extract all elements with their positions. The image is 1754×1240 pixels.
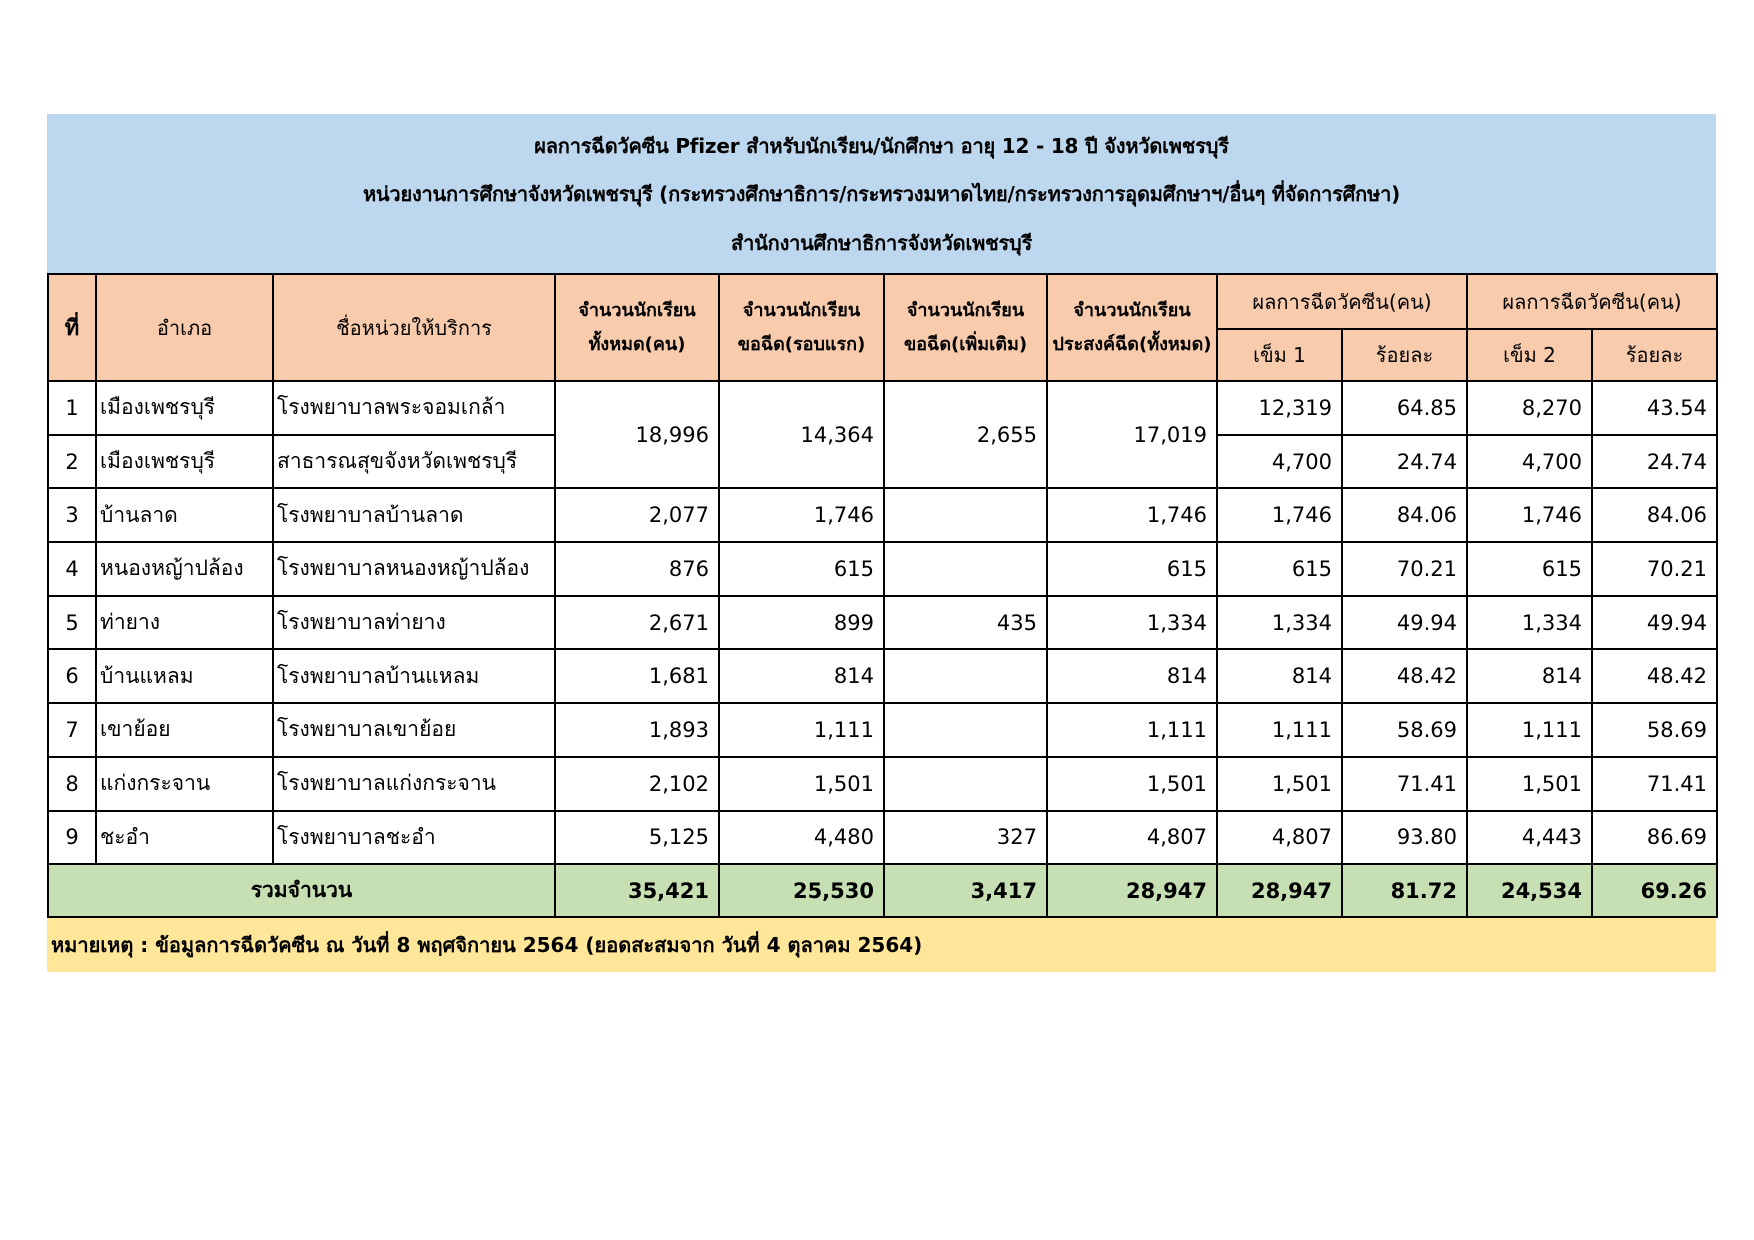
cell-no: 2 [48,435,96,489]
vaccination-table [47,273,1718,918]
col-header-wish-total [1047,274,1217,381]
cell-no: 3 [48,488,96,542]
cell-requested-first: 1,746 [719,488,884,542]
cell-dose1: 615 [1217,542,1342,596]
cell-dose2: 1,501 [1467,757,1592,811]
cell-dose2: 814 [1467,649,1592,703]
table-row [48,811,1717,865]
report-office: สำนักงานศึกษาธิการจังหวัดเพชรบุรี [730,230,1033,255]
cell-requested-more [884,542,1047,596]
total-dose1: 28,947 [1217,864,1342,917]
cell-district: เขาย้อย [96,703,273,757]
cell-pct2: 24.74 [1592,435,1717,489]
header-row-1 [48,274,1717,329]
table-body [48,381,1717,917]
cell-unit: โรงพยาบาลหนองหญ้าปล้อง [273,542,555,596]
cell-district: เมืองเพชรบุรี [96,435,273,489]
cell-unit: โรงพยาบาลพระจอมเกล้า [273,381,555,435]
table-row [48,703,1717,757]
cell-pct2: 58.69 [1592,703,1717,757]
col-header-district: อำเภอ [96,274,273,381]
col-header-requested-more-l2: ขอฉีด(เพิ่มเติม) [903,333,1028,355]
cell-requested-first: 899 [719,596,884,650]
cell-dose1: 1,334 [1217,596,1342,650]
cell-pct2: 70.21 [1592,542,1717,596]
table-row [48,381,1717,435]
cell-no: 6 [48,649,96,703]
cell-requested-more [884,757,1047,811]
cell-district: เมืองเพชรบุรี [96,381,273,435]
total-label: รวมจำนวน [48,864,555,917]
cell-pct2: 43.54 [1592,381,1717,435]
cell-no: 5 [48,596,96,650]
cell-unit: โรงพยาบาลชะอำ [273,811,555,865]
total-dose2: 24,534 [1467,864,1592,917]
cell-pct1: 70.21 [1342,542,1467,596]
table-row [48,757,1717,811]
col-header-unit: ชื่อหน่วยให้บริการ [273,274,555,381]
cell-requested-first: 14,364 [719,381,884,488]
cell-wish-total: 615 [1047,542,1217,596]
cell-unit: โรงพยาบาลบ้านแหลม [273,649,555,703]
cell-dose2: 615 [1467,542,1592,596]
cell-total-students: 876 [555,542,719,596]
total-more: 3,417 [884,864,1047,917]
col-header-wish-total-l1: จำนวนนักเรียน [1073,299,1191,321]
col-header-dose1: เข็ม 1 [1217,329,1342,381]
cell-dose2: 4,700 [1467,435,1592,489]
col-header-pct1: ร้อยละ [1342,329,1467,381]
cell-pct1: 64.85 [1342,381,1467,435]
cell-requested-first: 1,111 [719,703,884,757]
total-total: 35,421 [555,864,719,917]
cell-district: หนองหญ้าปล้อง [96,542,273,596]
table-row [48,542,1717,596]
cell-district: บ้านแหลม [96,649,273,703]
table-row [48,649,1717,703]
cell-requested-first: 4,480 [719,811,884,865]
total-row [48,864,1717,917]
col-header-total-students-l1: จำนวนนักเรียน [578,299,696,321]
cell-requested-more [884,488,1047,542]
cell-no: 9 [48,811,96,865]
cell-dose1: 4,807 [1217,811,1342,865]
title-band [47,114,1716,273]
table-row [48,488,1717,542]
col-header-dose2: เข็ม 2 [1467,329,1592,381]
total-wish: 28,947 [1047,864,1217,917]
cell-dose2: 1,111 [1467,703,1592,757]
cell-requested-more: 435 [884,596,1047,650]
cell-pct1: 58.69 [1342,703,1467,757]
cell-district: ท่ายาง [96,596,273,650]
total-first: 25,530 [719,864,884,917]
total-pct1: 81.72 [1342,864,1467,917]
cell-pct2: 84.06 [1592,488,1717,542]
col-header-requested-first-l1: จำนวนนักเรียน [742,299,861,321]
cell-dose2: 4,443 [1467,811,1592,865]
cell-total-students: 1,893 [555,703,719,757]
cell-no: 8 [48,757,96,811]
cell-wish-total: 17,019 [1047,381,1217,488]
cell-total-students: 2,102 [555,757,719,811]
cell-district: ชะอำ [96,811,273,865]
cell-requested-more: 327 [884,811,1047,865]
cell-unit: โรงพยาบาลเขาย้อย [273,703,555,757]
col-group-dose2-results: ผลการฉีดวัคซีน(คน) [1467,274,1717,329]
cell-total-students: 2,077 [555,488,719,542]
cell-requested-first: 1,501 [719,757,884,811]
cell-pct1: 71.41 [1342,757,1467,811]
cell-district: บ้านลาด [96,488,273,542]
cell-pct1: 84.06 [1342,488,1467,542]
cell-dose1: 1,746 [1217,488,1342,542]
cell-no: 1 [48,381,96,435]
footnote: หมายเหตุ : ข้อมูลการฉีดวัคซีน ณ วันที่ 8 พฤศจิกายน 2564 (ยอดสะสมจาก วันที่ 4 ตุลาคม 2564) [47,918,1716,972]
cell-dose2: 1,334 [1467,596,1592,650]
report-subtitle: หน่วยงานการศึกษาจังหวัดเพชรบุรี (กระทรวงศึกษาธิการ/กระทรวงมหาดไทย/กระทรวงการอุดมศึกษาฯ/อื่นๆ ที่จัดการศึกษา) [362,182,1401,207]
cell-total-students: 5,125 [555,811,719,865]
col-header-requested-first [719,274,884,381]
cell-no: 4 [48,542,96,596]
col-header-no: ที่ [48,274,96,381]
cell-pct1: 93.80 [1342,811,1467,865]
cell-unit: โรงพยาบาลท่ายาง [273,596,555,650]
col-header-wish-total-l2: ประสงค์ฉีด(ทั้งหมด) [1052,333,1212,355]
cell-no: 7 [48,703,96,757]
cell-unit: สาธารณสุขจังหวัดเพชรบุรี [273,435,555,489]
table-row [48,596,1717,650]
cell-requested-more: 2,655 [884,381,1047,488]
col-header-requested-more-l1: จำนวนนักเรียน [906,299,1025,321]
cell-pct1: 48.42 [1342,649,1467,703]
cell-pct2: 86.69 [1592,811,1717,865]
col-header-pct2: ร้อยละ [1592,329,1717,381]
cell-unit: โรงพยาบาลบ้านลาด [273,488,555,542]
col-group-dose1-results: ผลการฉีดวัคซีน(คน) [1217,274,1467,329]
cell-dose1: 12,319 [1217,381,1342,435]
cell-dose1: 1,501 [1217,757,1342,811]
cell-requested-more [884,649,1047,703]
cell-wish-total: 1,334 [1047,596,1217,650]
total-pct2: 69.26 [1592,864,1717,917]
cell-total-students: 2,671 [555,596,719,650]
report-title: ผลการฉีดวัคซีน Pfizer สำหรับนักเรียน/นักศึกษา อายุ 12 - 18 ปี จังหวัดเพชรบุรี [534,134,1229,159]
cell-total-students: 1,681 [555,649,719,703]
cell-wish-total: 1,111 [1047,703,1217,757]
cell-dose1: 1,111 [1217,703,1342,757]
cell-wish-total: 814 [1047,649,1217,703]
cell-pct1: 24.74 [1342,435,1467,489]
col-header-requested-first-l2: ขอฉีด(รอบแรก) [737,333,866,355]
vaccination-report-sheet [47,114,1716,972]
cell-pct2: 49.94 [1592,596,1717,650]
cell-dose2: 1,746 [1467,488,1592,542]
cell-wish-total: 1,746 [1047,488,1217,542]
cell-requested-first: 615 [719,542,884,596]
cell-dose1: 814 [1217,649,1342,703]
cell-pct2: 48.42 [1592,649,1717,703]
cell-pct2: 71.41 [1592,757,1717,811]
cell-requested-first: 814 [719,649,884,703]
cell-unit: โรงพยาบาลแก่งกระจาน [273,757,555,811]
cell-wish-total: 4,807 [1047,811,1217,865]
cell-total-students: 18,996 [555,381,719,488]
col-header-total-students-l2: ทั้งหมด(คน) [588,333,686,355]
col-header-total-students [555,274,719,381]
cell-pct1: 49.94 [1342,596,1467,650]
cell-dose1: 4,700 [1217,435,1342,489]
cell-wish-total: 1,501 [1047,757,1217,811]
cell-requested-more [884,703,1047,757]
col-header-requested-more [884,274,1047,381]
cell-dose2: 8,270 [1467,381,1592,435]
cell-district: แก่งกระจาน [96,757,273,811]
